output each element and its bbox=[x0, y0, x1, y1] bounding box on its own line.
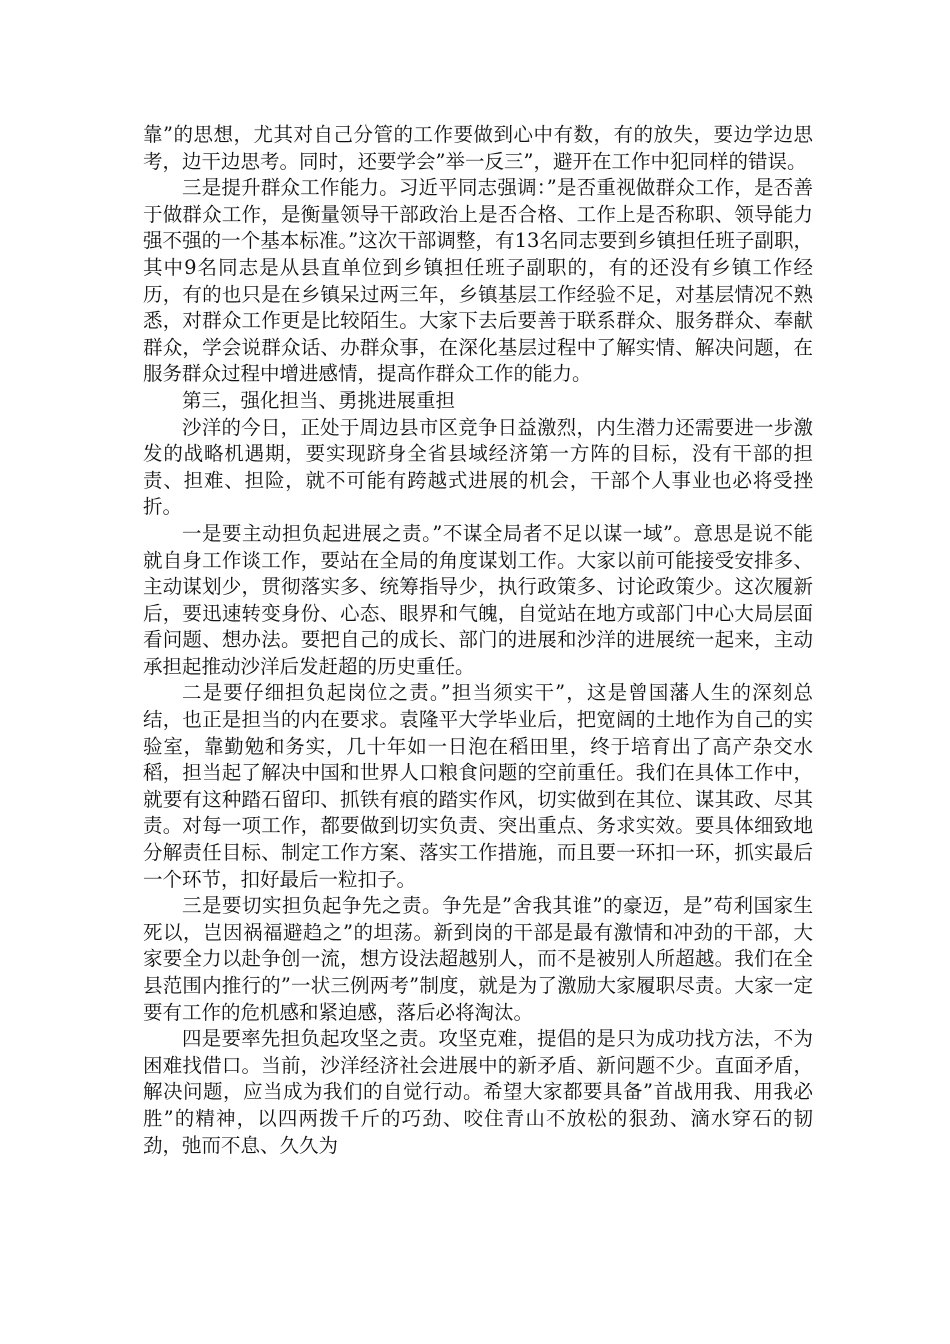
paragraph-2: 三是提升群众工作能力。习近平同志强调：”是否重视做群众工作，是否善于做群众工作，是衡量领导干部政治上是否合格、工作上是否称职、领导能力强不强的一个基本标准。”这次干部调整，有13名同志要到乡镇担任班子副职，其中9名同志是从县直单位到乡镇担任班子副职的，有的还没有乡镇工作经历，有的也只是在乡镇呆过两三年，乡镇基层工作经验不足，对基层情况不熟悉，对群众工作更是比较陌生。大家下去后要善于联系群众、服务群众、奉献群众，学会说群众话、办群众事，在深化基层过程中了解实情、解决问题，在服务群众过程中增进感情，提高作群众工作的能力。 bbox=[143, 176, 813, 386]
paragraph-8: 四是要率先担负起攻坚之责。攻坚克难，提倡的是只为成功找方法，不为困难找借口。当前，沙洋经济社会进展中的新矛盾、新问题不少。直面矛盾，解决问题，应当成为我们的自觉行动。希望大家都要具备”首战用我、用我必胜”的精神，以四两拨千斤的巧劲、咬住青山不放松的狠劲、滴水穿石的韧劲，弛而不息、久久为 bbox=[143, 1027, 813, 1157]
paragraph-6: 二是要仔细担负起岗位之责。”担当须实干”，这是曾国藩人生的深刻总结，也正是担当的内在要求。袁隆平大学毕业后，把宽阔的土地作为自己的实验室，靠勤勉和务实，几十年如一日泡在稻田里，终于培育出了高产杂交水稻，担当起了解决中国和世界人口粮食问题的空前重任。我们在具体工作中，就要有这种踏石留印、抓铁有痕的踏实作风，切实做到在其位、谋其政、尽其责。对每一项工作，都要做到切实负责、突出重点、务求实效。要具体细致地分解责任目标、制定工作方案、落实工作措施，而且要一环扣一环，抓实最后一个环节，扣好最后一粒扣子。 bbox=[143, 681, 813, 891]
paragraph-1: 靠”的思想，尤其对自己分管的工作要做到心中有数，有的放失，要边学边思考，边干边思考。同时，还要学会”举一反三”，避开在工作中犯同样的错误。 bbox=[143, 123, 813, 173]
paragraph-5: 一是要主动担负起进展之责。”不谋全局者不足以谋一域”。意思是说不能就自身工作谈工作，要站在全局的角度谋划工作。大家以前可能接受安排多、主动谋划少，贯彻落实多、统筹指导少，执行政策多、讨论政策少。这次履新后，要迅速转变身份、心态、眼界和气魄，自觉站在地方或部门中心大局层面看问题、想办法。要把自己的成长、部门的进展和沙洋的进展统一起来，主动承担起推动沙洋后发赶超的历史重任。 bbox=[143, 521, 813, 678]
paragraph-4: 沙洋的今日，正处于周边县市区竞争日益激烈，内生潜力还需要进一步激发的战略机遇期，要实现跻身全省县域经济第一方阵的目标，没有干部的担责、担难、担险，就不可能有跨越式进展的机会，干部个人事业也必将受挫折。 bbox=[143, 415, 813, 519]
section-heading-3: 第三，强化担当、勇挑进展重担 bbox=[182, 388, 456, 412]
paragraph-7: 三是要切实担负起争先之责。争先是”舍我其谁”的豪迈，是”苟利国家生死以，岂因祸福避趋之”的坦荡。新到岗的干部是最有激情和冲劲的干部，大家要全力以赴争创一流，想方设法超越别人，而不是被别人所超越。我们在全县范围内推行的”一状三例两考”制度，就是为了激励大家履职尽责。大家一定要有工作的危机感和紧迫感，落后必将淘汰。 bbox=[143, 894, 813, 1024]
document-body bbox=[143, 122, 813, 1159]
